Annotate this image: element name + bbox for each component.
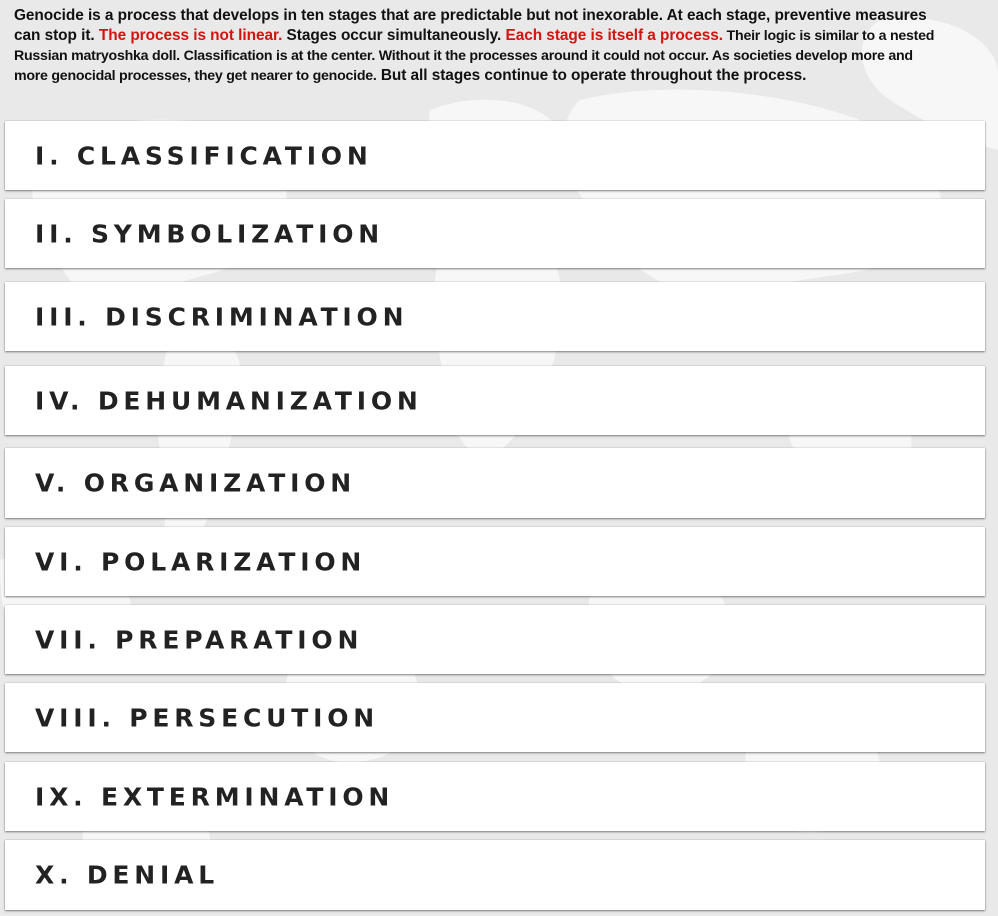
stage-panel-preparation[interactable] bbox=[5, 605, 985, 674]
stage-label: VIII. PERSECUTION bbox=[35, 703, 379, 732]
stage-panel-organization[interactable] bbox=[5, 448, 985, 518]
stage-panel-persecution[interactable] bbox=[5, 683, 985, 752]
stage-label: X. DENIAL bbox=[35, 860, 220, 890]
intro-highlight-each-stage: Each stage is itself a process. bbox=[505, 27, 723, 44]
intro-sentence-1: Genocide is a process that develops in ten stages that are predictable but not inexorable. At each stage, preventive measures can stop it. bbox=[14, 7, 927, 44]
stage-panel-discrimination[interactable] bbox=[5, 282, 985, 351]
stage-panel-polarization[interactable] bbox=[5, 527, 985, 596]
stage-panel-denial[interactable] bbox=[5, 840, 985, 910]
stage-label: VII. PREPARATION bbox=[35, 625, 364, 654]
stage-panel-dehumanization[interactable] bbox=[5, 366, 985, 435]
stage-label: IX. EXTERMINATION bbox=[35, 782, 395, 811]
intro-sentence-6: But all stages continue to operate throughout the process. bbox=[376, 67, 807, 84]
intro-highlight-not-linear: The process is not linear. bbox=[98, 27, 283, 44]
intro-sentence-3: Stages occur simultaneously. bbox=[282, 27, 506, 44]
stage-label: V. ORGANIZATION bbox=[35, 468, 356, 498]
stage-panel-classification[interactable] bbox=[5, 121, 985, 190]
stage-label: II. SYMBOLIZATION bbox=[35, 219, 384, 248]
intro-sentence-5: Their logic is similar to a nested Russian matryoshka doll. Classification is at the center. Without it the processes around it could not occur. As societies develop more and more genocidal processes, they get nearer to genocide. bbox=[14, 28, 935, 84]
stage-label: I. CLASSIFICATION bbox=[35, 141, 373, 170]
stage-panel-extermination[interactable] bbox=[5, 762, 985, 831]
stage-label: IV. DEHUMANIZATION bbox=[35, 386, 423, 415]
intro-paragraph bbox=[14, 6, 944, 86]
stage-label: VI. POLARIZATION bbox=[35, 547, 367, 576]
stage-label: III. DISCRIMINATION bbox=[35, 302, 409, 331]
stage-panel-symbolization[interactable] bbox=[5, 199, 985, 268]
